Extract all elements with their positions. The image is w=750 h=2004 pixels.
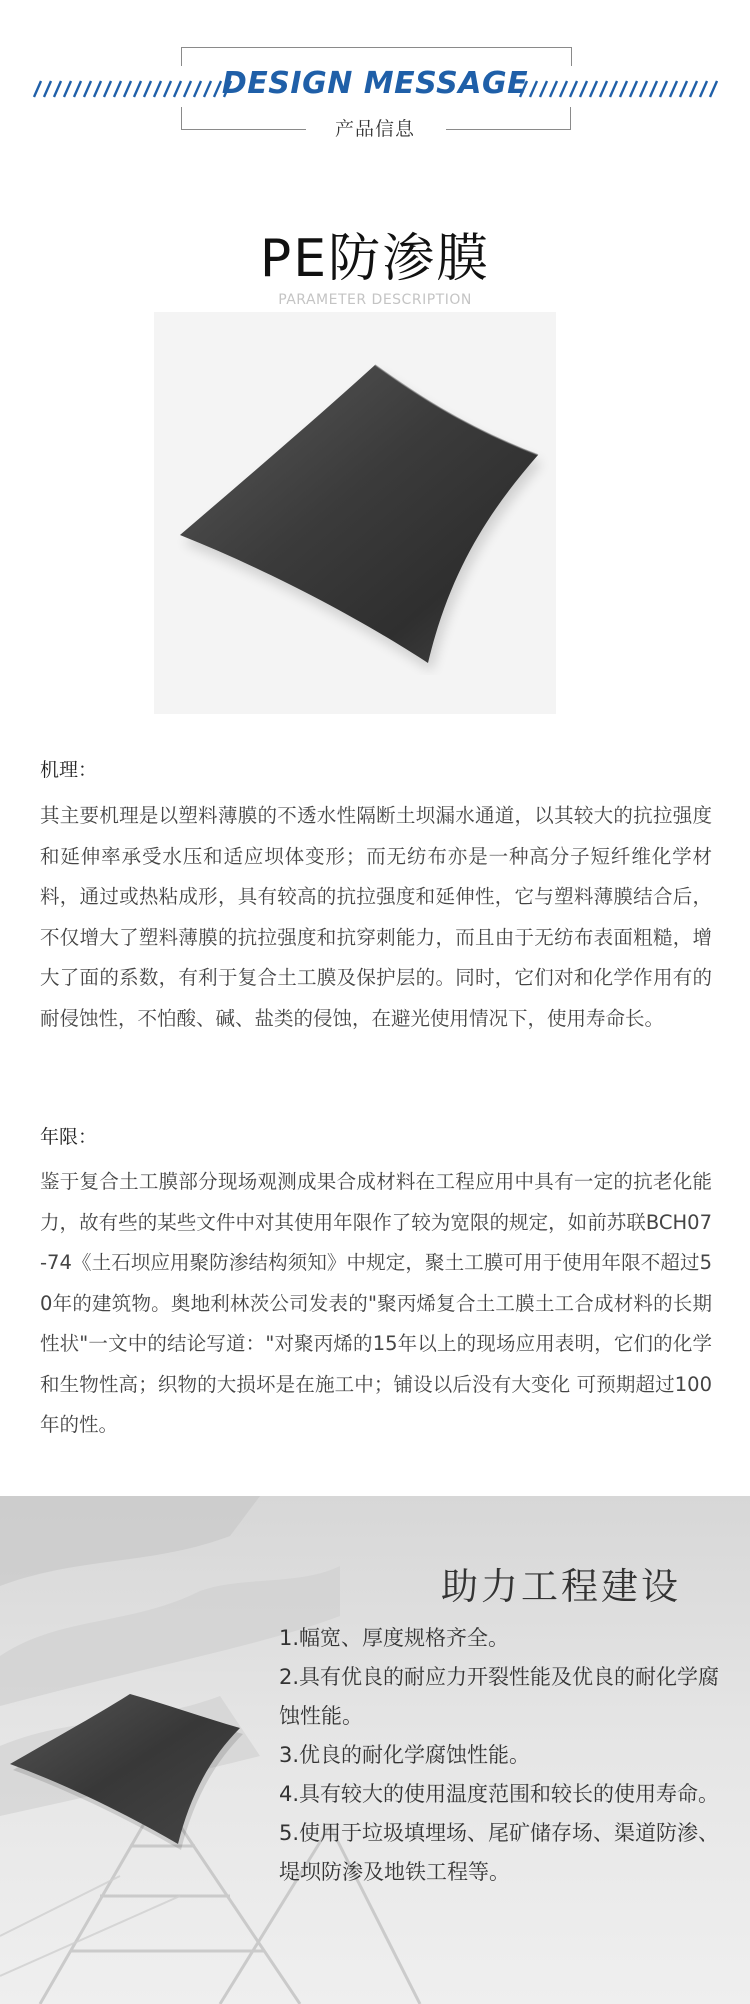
lifespan-label: 年限：: [40, 1126, 98, 1148]
product-title: PE防渗膜: [259, 229, 491, 289]
feature-item: 1.幅宽、厚度规格齐全。: [279, 1626, 510, 1650]
mechanism-label: 机理：: [40, 759, 98, 781]
feature-item: 2.具有优良的耐应力开裂性能及优良的耐化学腐蚀性能。: [279, 1665, 720, 1728]
membrane-sheet-image: [160, 345, 560, 675]
lifespan-paragraph: 鉴于复合土工膜部分现场观测成果合成材料在工程应用中具有一定的抗老化能力，故有些的某些文件中对其使用年限作了较为宽限的规定，如前苏联BCH07-74《土石坝应用聚防渗结构须知》中规定，聚土工膜可用于使用年限不超过50年的建筑物。奥地利林茨公司发表的"聚丙烯复合土工膜土工合成材料的长期性状"一文中的结论写道："对聚丙烯的15年以上的现场应用表明，它们的化学和生物性高；织物的大损坏是在施工中；铺设以后没有大变化 可预期超过100年的性。: [40, 1170, 712, 1436]
design-message-title: DESIGN MESSAGE: [221, 66, 529, 101]
header-frame-top: [181, 47, 572, 66]
parameter-description-caption: PARAMETER DESCRIPTION: [278, 292, 472, 308]
product-info-subtitle: 产品信息: [334, 118, 415, 140]
features-list: [279, 1619, 726, 1892]
feature-item: 5.使用于垃圾填埋场、尾矿储存场、渠道防渗、堤坝防渗及地铁工程等。: [279, 1821, 720, 1884]
mechanism-paragraph: 其主要机理是以塑料薄膜的不透水性隔断土坝漏水通道，以其较大的抗拉强度和延伸率承受水压和适应坝体变形；而无纺布亦是一种高分子短纤维化学材料，通过或热粘成形，具有较高的抗拉强度和延伸性，它与塑料薄膜结合后，不仅增大了塑料薄膜的抗拉强度和抗穿刺能力，而且由于无纺布表面粗糙，增大了面的系数，有利于复合土工膜及保护层的。同时，它们对和化学作用有的耐侵蚀性，不怕酸、碱、盐类的侵蚀，在避光使用情况下，使用寿命长。: [40, 804, 712, 1030]
feature-item: 3.优良的耐化学腐蚀性能。: [279, 1743, 531, 1767]
feature-item: 4.具有较大的使用温度范围和较长的使用寿命。: [279, 1782, 720, 1806]
features-title: 助力工程建设: [441, 1565, 681, 1608]
